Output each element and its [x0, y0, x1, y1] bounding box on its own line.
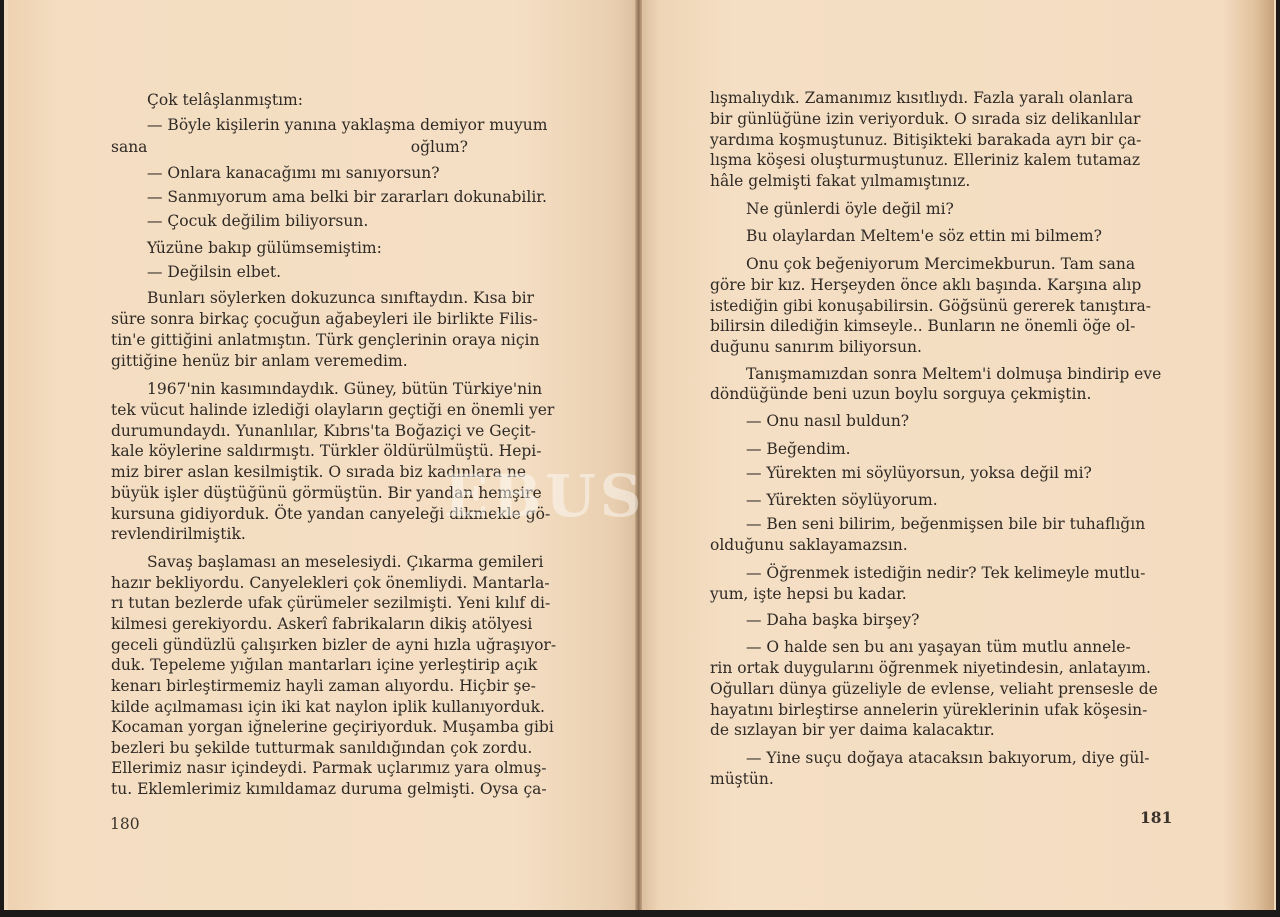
text-line: — Sanmıyorum ama belki bir zararları dokunabilir. — [147, 188, 547, 206]
text-line: Ne günlerdi öyle değil mi? — [746, 200, 954, 218]
text-line: — Onlara kanacağımı mı sanıyorsun? — [147, 164, 440, 182]
text-line: — Yürekten mi söylüyorsun, yoksa değil mi? — [746, 464, 1092, 482]
text-line: rı tutan bezlerde ufak çürümeler sezilmişti. Yeni kılıf di- — [111, 594, 551, 612]
text-line: bir günlüğüne izin veriyorduk. O sırada siz delikanlılar — [710, 110, 1141, 128]
book-spread — [4, 0, 1276, 910]
right-page-text — [640, 0, 1274, 910]
text-line: — Böyle kişilerin yanına yaklaşma demiyor muyum — [147, 116, 548, 134]
text-line: lışma köşesi oluşturmuştunuz. Elleriniz kalem tutamaz — [710, 151, 1141, 169]
text-line: — Yine suçu doğaya atacaksın bakıyorum, diye gül- — [746, 749, 1150, 767]
right-page-number: 181 — [1140, 808, 1173, 827]
text-line: olduğunu saklayamazsın. — [710, 536, 908, 554]
text-line: Savaş başlaması an meselesiydi. Çıkarma gemileri — [147, 553, 544, 571]
text-line: — Öğrenmek istediğin nedir? Tek kelimeyle mutlu- — [746, 564, 1146, 582]
text-line: geceli gündüzlü çalışırken bizler de ayni hızla uğraşıyor- — [111, 636, 557, 654]
text-line: göre bir kız. Herşeyden önce aklı başında. Karşına alıp — [710, 276, 1142, 294]
text-line: — Değilsin elbet. — [147, 263, 282, 281]
text-line: kilmesi gerekiyordu. Askerî fabrikaların dikiş atölyesi — [111, 615, 533, 633]
text-line: — Ben seni bilirim, beğenmişsen bile bir tuhaflığın — [746, 515, 1146, 533]
text-line: süre sonra birkaç çocuğun ağabeyleri ile birlikte Filis- — [111, 310, 538, 328]
left-page-text — [8, 0, 640, 910]
text-line: duğunu sanırım biliyorsun. — [710, 338, 922, 356]
watermark: EBUS — [444, 462, 646, 530]
text-line: Onu çok beğeniyorum Mercimekburun. Tam sana — [746, 255, 1136, 273]
text-line: Bunları söylerken dokuzunca sınıftaydın. Kısa bir — [147, 289, 534, 307]
text-line: müştün. — [710, 770, 774, 788]
text-line: hazır bekliyordu. Canyelekleri çok önemliydi. Mantarla- — [111, 574, 550, 592]
text-line: kale köylerine saldırmıştı. Türkler öldürülmüştü. Hepi- — [111, 442, 542, 460]
book-gutter — [635, 0, 642, 910]
text-line: Tanışmamızdan sonra Meltem'i dolmuşa bindirip eve — [746, 365, 1162, 383]
text-line: de sızlayan bir yer daima kalacaktır. — [710, 721, 995, 739]
left-page — [8, 0, 640, 910]
text-line: hayatını birleştirse annelerin yüreklerinin ufak köşesin- — [710, 701, 1148, 719]
text-line: — Çocuk değilim biliyorsun. — [147, 212, 369, 230]
text-line: — O halde sen bu anı yaşayan tüm mutlu annele- — [746, 638, 1131, 656]
text-line: istediğin gibi konuşabilirsin. Göğsünü gererek tanıştıra- — [710, 297, 1151, 315]
text-line: duk. Tepeleme yığılan mantarları içine yerleştirip açık — [111, 656, 538, 674]
text-line: — Yürekten söylüyorum. — [746, 491, 938, 509]
text-line: kilde açılmaması için iki kat naylon iplik kullanıyorduk. — [111, 698, 545, 716]
text-line: revlendirilmiştik. — [111, 525, 246, 543]
text-line: Oğulları dünya güzeliyle de evlense, veliaht prensesle de — [710, 680, 1158, 698]
text-line: hâle gelmişti fakat yılmamıştınız. — [710, 172, 971, 190]
text-line: gittiğine henüz bir anlam veremedim. — [111, 352, 408, 370]
text-line: miz birer aslan kesilmiştik. O sırada biz kadınlara ne — [111, 463, 527, 481]
text-line: tek vücut halinde izlediği olayların geçtiği en önemli yer — [111, 401, 555, 419]
text-line: bezleri bu şekilde tutturmak sanıldığından çok zordu. — [111, 739, 533, 757]
text-line: — Daha başka birşey? — [746, 611, 920, 629]
text-line: yardıma koşmuştunuz. Bitişikteki barakada ayrı bir ça- — [710, 131, 1142, 149]
text-line: sana oğlum? — [111, 138, 468, 156]
text-line: rin ortak duygularını öğrenmek niyetindesin, anlatayım. — [710, 659, 1151, 677]
text-line: Bu olaylardan Meltem'e söz ettin mi bilmem? — [746, 227, 1102, 245]
left-page-number: 180 — [110, 815, 140, 833]
text-line: Yüzüne bakıp gülümsemiştim: — [147, 239, 382, 257]
text-line: 1967'nin kasımındaydık. Güney, bütün Türkiye'nin — [147, 380, 543, 398]
right-page — [640, 0, 1274, 910]
text-line: kursuna gidiyorduk. Öte yandan canyeleği dikmekle gö- — [111, 505, 551, 523]
text-line: Ellerimiz nasır içindeydi. Parmak uçlarımız yara olmuş- — [111, 759, 547, 777]
text-line: kenarı birleştirmemiz hayli zaman alıyordu. Hiçbir şe- — [111, 677, 536, 695]
text-line: bilirsin dilediğin kimseyle.. Bunların ne önemli öğe ol- — [710, 317, 1136, 335]
text-line: yum, işte hepsi bu kadar. — [710, 585, 907, 603]
text-line: büyük işler düştüğünü görmüştün. Bir yandan hemşire — [111, 484, 542, 502]
text-line: lışmalıydık. Zamanımız kısıtlıydı. Fazla yaralı olanlara — [710, 89, 1134, 107]
text-line: tu. Eklemlerimiz kımıldamaz duruma gelmişti. Oysa ça- — [111, 780, 547, 798]
text-line: tin'e gittiğini anlatmıştın. Türk gençlerinin oraya niçin — [111, 331, 540, 349]
text-line: durumundaydı. Yunanlılar, Kıbrıs'ta Boğaziçi ve Geçit- — [111, 422, 536, 440]
text-line: Çok telâşlanmıştım: — [147, 91, 303, 109]
text-line: — Onu nasıl buldun? — [746, 412, 910, 430]
text-line: döndüğünde beni uzun boylu sorguya çekmiştin. — [710, 385, 1092, 403]
text-line: Kocaman yorgan iğnelerine geçiriyorduk. Muşamba gibi — [111, 718, 554, 736]
text-line: — Beğendim. — [746, 440, 851, 458]
